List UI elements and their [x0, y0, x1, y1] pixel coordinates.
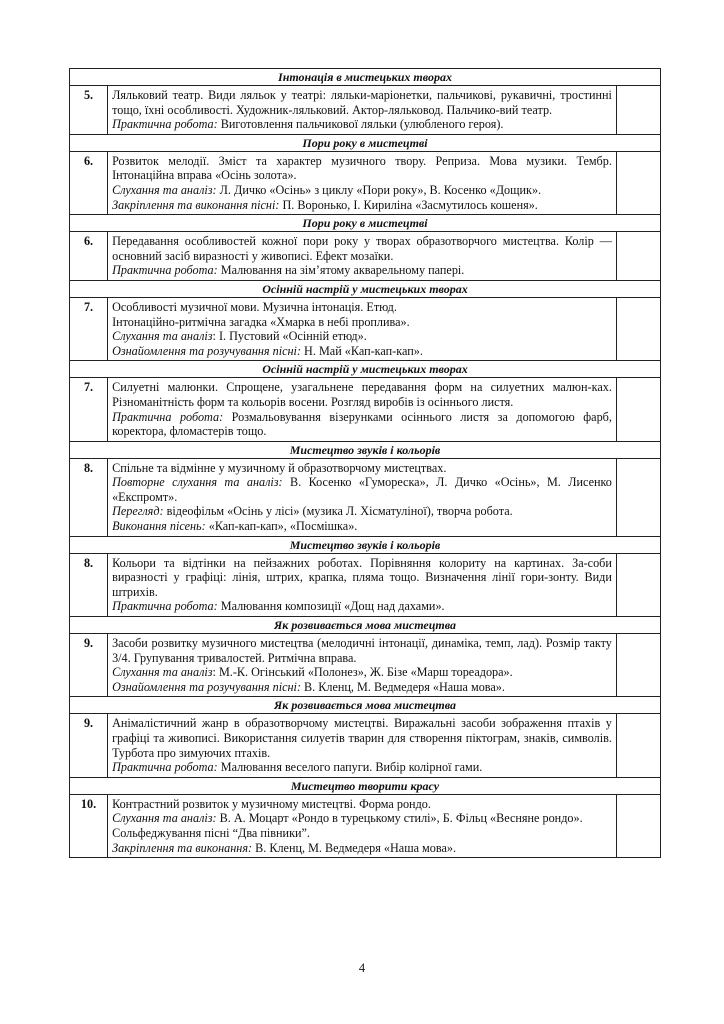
line-text: Контрастний розвиток у музичному мистецтві. Форма рондо. [112, 796, 431, 811]
section-heading: Мистецтво звуків і кольорів [70, 536, 661, 553]
lesson-line [112, 461, 612, 476]
line-text: В. А. Моцарт «Рондо в турецькому стилі», Б. Фільц «Весняне рондо». [216, 811, 583, 826]
lesson-number: 10. [70, 794, 108, 857]
lesson-content [108, 458, 617, 536]
lesson-row [70, 553, 661, 616]
section-heading-row [70, 536, 661, 553]
lesson-line [112, 300, 612, 315]
line-text: відеофільм «Осінь у лісі» (музика Л. Хісматуліної), творча робота. [163, 504, 513, 519]
lesson-line [112, 475, 612, 504]
lesson-line [112, 680, 612, 695]
line-text: «Кап-кап-кап», «Посмішка». [205, 519, 358, 534]
curriculum-table-body [70, 69, 661, 858]
lesson-content [108, 232, 617, 281]
curriculum-table [69, 68, 661, 858]
empty-cell [616, 634, 660, 697]
line-text: Малювання веселого папуги. Вибір колірної гами. [217, 760, 483, 775]
lesson-line [112, 716, 612, 760]
activity-label: Закріплення та виконання пісні: [112, 197, 280, 212]
lesson-line [112, 315, 612, 330]
lesson-line [112, 556, 612, 600]
lesson-line [112, 636, 612, 665]
line-text: Малювання на зім’ятому акварельному папері. [217, 263, 465, 278]
lesson-row [70, 794, 661, 857]
empty-cell [616, 378, 660, 441]
lesson-line [112, 811, 612, 826]
lesson-line [112, 599, 612, 614]
lesson-line [112, 519, 612, 534]
page-number: 4 [358, 961, 366, 975]
line-text: Сольфеджування пісні “Два півники”. [112, 825, 310, 840]
section-heading-row [70, 280, 661, 297]
line-text: : І. Пустовий «Осінній етюд». [212, 329, 367, 344]
section-heading: Мистецтво звуків і кольорів [70, 441, 661, 458]
section-heading: Пори року в мистецтві [70, 215, 661, 232]
lesson-line [112, 410, 612, 439]
lesson-line [112, 665, 612, 680]
lesson-line [112, 344, 612, 359]
lesson-content [108, 794, 617, 857]
lesson-line [112, 117, 612, 132]
lesson-row [70, 634, 661, 697]
lesson-line [112, 504, 612, 519]
activity-label: Слухання та аналіз: [112, 182, 217, 197]
line-text: : М.-К. Огінський «Полонез», Ж. Бізе «Марш тореадора». [212, 665, 513, 680]
lesson-number: 9. [70, 634, 108, 697]
line-text: Ляльковий театр. Види ляльок у театрі: ляльки-маріонетки, пальчикові, рукавичні, тростинні тощо, їхні особливості. Художник-ляльковий. Актор-ляльковод. Пальчико-вий театр. [112, 88, 612, 117]
lesson-line [112, 841, 612, 856]
line-text: В. Кленц, М. Ведмедеря «Наша мова». [252, 840, 457, 855]
empty-cell [616, 553, 660, 616]
section-heading: Пори року в мистецтві [70, 134, 661, 151]
lesson-number: 8. [70, 553, 108, 616]
section-heading-row [70, 441, 661, 458]
section-heading: Інтонація в мистецьких творах [70, 69, 661, 86]
empty-cell [616, 297, 660, 360]
lesson-line [112, 154, 612, 183]
empty-cell [616, 232, 660, 281]
lesson-content [108, 86, 617, 135]
line-text: Особливості музичної мови. Музична інтонація. Етюд. [112, 299, 397, 314]
section-heading-row [70, 617, 661, 634]
section-heading-row [70, 215, 661, 232]
lesson-content [108, 151, 617, 214]
section-heading-row [70, 69, 661, 86]
empty-cell [616, 86, 660, 135]
line-text: Спільне та відмінне у музичному й образотворчому мистецтвах. [112, 460, 447, 475]
section-heading-row [70, 777, 661, 794]
activity-label: Повторне слухання та аналіз: [112, 475, 283, 490]
lesson-row [70, 378, 661, 441]
activity-label: Практична робота: [112, 760, 218, 775]
lesson-number: 5. [70, 86, 108, 135]
section-heading: Осінній настрій у мистецьких творах [70, 361, 661, 378]
activity-label: Закріплення та виконання: [112, 840, 253, 855]
empty-cell [616, 714, 660, 777]
lesson-line [112, 263, 612, 278]
empty-cell [616, 458, 660, 536]
activity-label: Практична робота: [112, 599, 218, 614]
lesson-row [70, 714, 661, 777]
activity-label: Виконання пісень: [112, 519, 206, 534]
lesson-number: 8. [70, 458, 108, 536]
lesson-line [112, 380, 612, 409]
lesson-content [108, 297, 617, 360]
activity-label: Практична робота: [112, 409, 224, 424]
section-heading: Осінній настрій у мистецьких творах [70, 280, 661, 297]
lesson-number: 6. [70, 151, 108, 214]
line-text: Виготовлення пальчикової ляльки (улюбленого героя). [217, 117, 504, 132]
section-heading-row [70, 697, 661, 714]
section-heading: Мистецтво творити красу [70, 777, 661, 794]
activity-label: Слухання та аналіз [112, 329, 213, 344]
lesson-line [112, 183, 612, 198]
lesson-number: 7. [70, 378, 108, 441]
section-heading-row [70, 361, 661, 378]
line-text: Силуетні малюнки. Спрощене, узагальнене передавання форм на силуетних малюн-ках. Різноманітність форм та кольорів восени. Розгляд виробів із осіннього листя. [112, 380, 612, 409]
line-text: Передавання особливостей кожної пори року у творах образотворчого мистецтва. Колір — основний засіб виразності у живописі. Ефект мозаїки. [112, 234, 612, 263]
line-text: Засоби розвитку музичного мистецтва (мелодичні інтонації, динаміка, темп, лад). Розмір такту 3/4. Групування тривалостей. Ритмічна вправа. [112, 636, 612, 665]
lesson-number: 7. [70, 297, 108, 360]
lesson-line [112, 797, 612, 812]
lesson-line [112, 826, 612, 841]
line-text: В. Кленц, М. Ведмедеря «Наша мова». [301, 679, 505, 694]
line-text: Розмальовування візерунками осіннього листя за допомогою фарб, коректора, фломастерів тощо. [112, 409, 612, 439]
line-text: Н. Май «Кап-кап-кап». [301, 343, 423, 358]
empty-cell [616, 794, 660, 857]
empty-cell [616, 151, 660, 214]
lesson-content [108, 378, 617, 441]
line-text: Кольори та відтінки на пейзажних роботах. Порівняння колориту на картинах. За-соби виразності у графіці: лінія, штрих, крапка, пляма тощо. Визначення лінії гори-зонту. Види штрихів. [112, 555, 612, 599]
line-text: В. Косенко «Гумореска», Л. Дичко «Осінь», М. Лисенко «Експромт». [112, 475, 612, 504]
activity-label: Перегляд: [112, 504, 164, 519]
activity-label: Ознайомлення та розучування пісні: [112, 343, 301, 358]
lesson-row [70, 86, 661, 135]
lesson-row [70, 151, 661, 214]
lesson-line [112, 234, 612, 263]
section-heading: Як розвивається мова мистецтва [70, 617, 661, 634]
lesson-line [112, 760, 612, 775]
lesson-content [108, 714, 617, 777]
activity-label: Практична робота: [112, 263, 218, 278]
activity-label: Слухання та аналіз [112, 665, 213, 680]
lesson-number: 6. [70, 232, 108, 281]
lesson-line [112, 198, 612, 213]
lesson-content [108, 634, 617, 697]
lesson-row [70, 232, 661, 281]
activity-label: Слухання та аналіз: [112, 811, 217, 826]
lesson-content [108, 553, 617, 616]
lesson-number: 9. [70, 714, 108, 777]
line-text: Малювання композиції «Дощ над дахами». [217, 599, 445, 614]
lesson-row [70, 297, 661, 360]
line-text: П. Воронько, І. Кириліна «Засмутилось кошеня». [279, 197, 538, 212]
lesson-line [112, 329, 612, 344]
line-text: Анімалістичний жанр в образотворчому мистецтві. Виражальні засоби зображення птахів у графіці та живописі. Використання силуетів тварин для створення піктограм, знаків, символів. Турбота про зимуючих птахів. [112, 716, 612, 760]
section-heading: Як розвивається мова мистецтва [70, 697, 661, 714]
lesson-line [112, 88, 612, 117]
line-text: Л. Дичко «Осінь» з циклу «Пори року», В. Косенко «Дощик». [216, 182, 542, 197]
line-text: Розвиток мелодії. Зміст та характер музичного твору. Реприза. Мова музики. Тембр. Інтонаційна вправа «Осінь золота». [112, 153, 612, 183]
section-heading-row [70, 134, 661, 151]
line-text: Інтонаційно-ритмічна загадка «Хмарка в небі проплива». [112, 314, 410, 329]
activity-label: Ознайомлення та розучування пісні: [112, 679, 301, 694]
activity-label: Практична робота: [112, 117, 218, 132]
lesson-row [70, 458, 661, 536]
